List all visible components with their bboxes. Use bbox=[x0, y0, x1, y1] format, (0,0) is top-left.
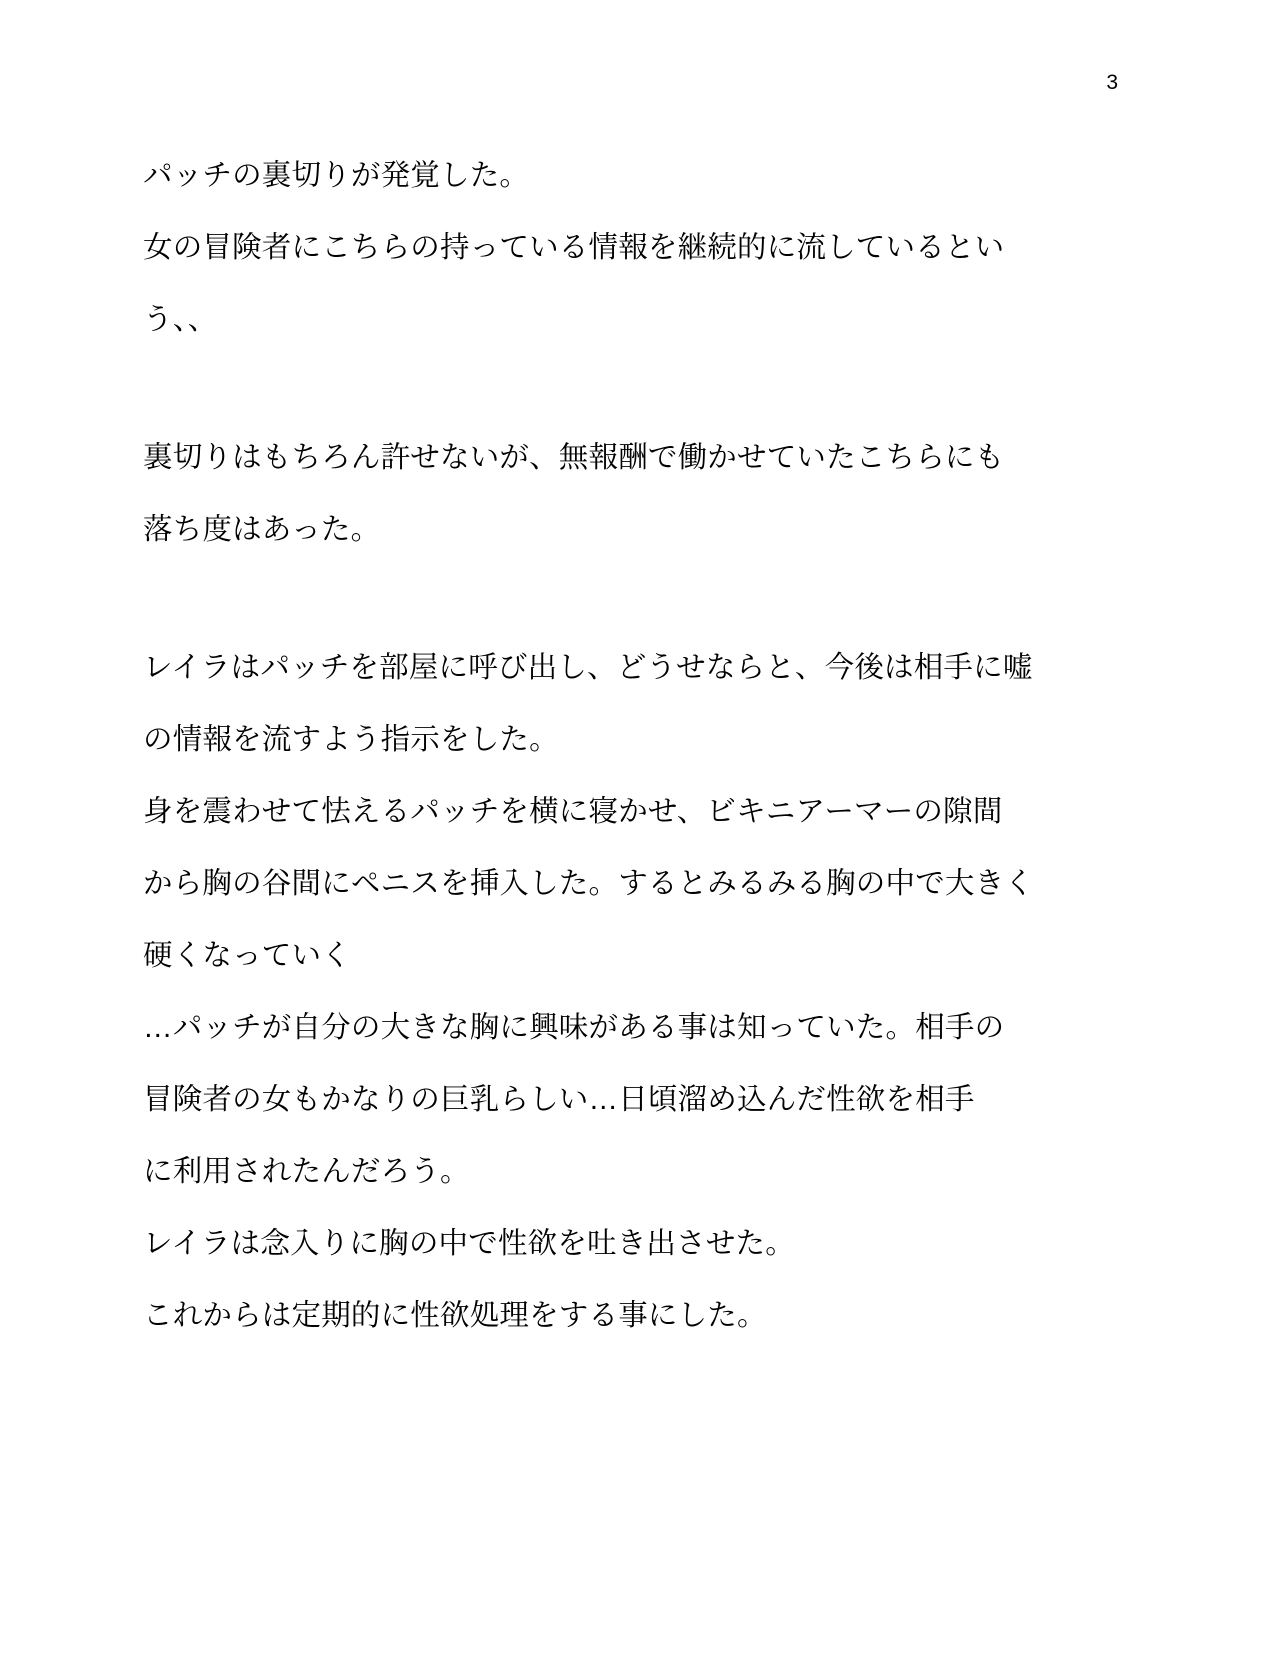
text-line: これからは定期的に性欲処理をする事にした。 bbox=[143, 1299, 767, 1332]
paragraph-1 bbox=[143, 140, 1083, 356]
text-line: 落ち度はあった。 bbox=[143, 513, 381, 546]
paragraph-3 bbox=[143, 632, 1083, 1352]
text-line: 裏切りはもちろん許せないが、無報酬で働かせていたこちらにも bbox=[143, 441, 1005, 474]
paragraph-spacer bbox=[143, 356, 1083, 422]
page-number: 3 bbox=[1106, 71, 1118, 94]
text-line: に利用されたんだろう。 bbox=[143, 1155, 470, 1188]
paragraph-spacer bbox=[143, 566, 1083, 632]
text-line: から胸の谷間にペニスを挿入した。するとみるみる胸の中で大きく bbox=[143, 867, 1035, 900]
paragraph-2 bbox=[143, 422, 1083, 566]
text-line: 身を震わせて怯えるパッチを横に寝かせ、ビキニアーマーの隙間 bbox=[143, 795, 1003, 828]
text-line: 女の冒険者にこちらの持っている情報を継続的に流しているとい bbox=[143, 231, 1005, 264]
text-line: パッチの裏切りが発覚した。 bbox=[143, 159, 530, 192]
text-line: …パッチが自分の大きな胸に興味がある事は知っていた。相手の bbox=[143, 1011, 1005, 1044]
text-line: う、、 bbox=[143, 303, 218, 336]
text-line: レイラはパッチを部屋に呼び出し、どうせならと、今後は相手に嘘 bbox=[143, 651, 1033, 684]
text-line: 冒険者の女もかなりの巨乳らしい…日頃溜め込んだ性欲を相手 bbox=[143, 1083, 975, 1116]
document-body bbox=[143, 140, 1083, 1352]
text-line: の情報を流すよう指示をした。 bbox=[143, 723, 559, 756]
text-line: レイラは念入りに胸の中で性欲を吐き出させた。 bbox=[143, 1227, 795, 1260]
text-line: 硬くなっていく bbox=[143, 939, 351, 972]
